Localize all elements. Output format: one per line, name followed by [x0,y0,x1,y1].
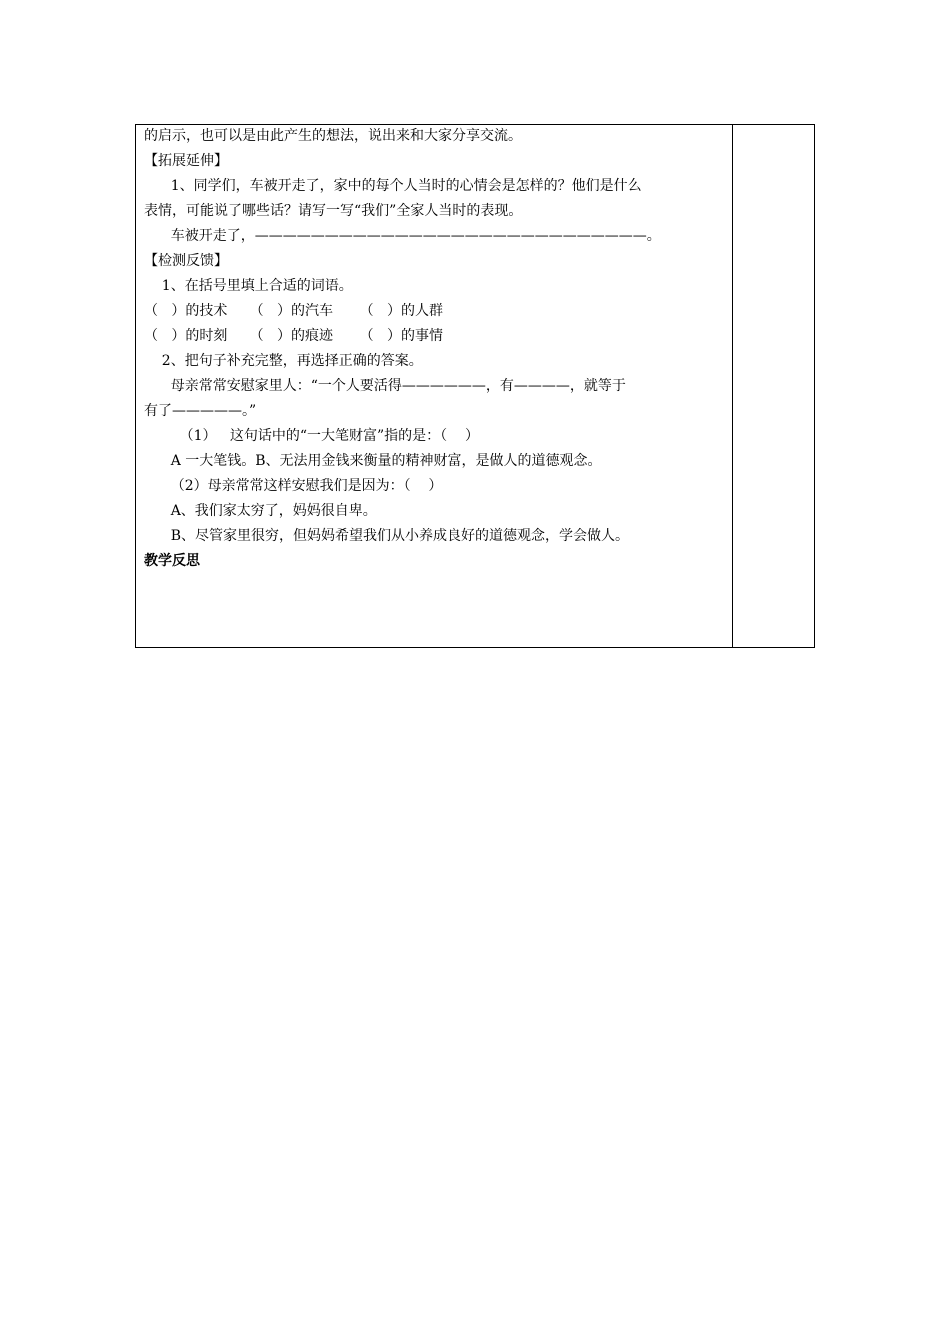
text-line-question-1-options: A 一大笔钱。B、无法用金钱来衡量的精神财富，是做人的道德观念。 [144,453,602,469]
text-line-extension-question-cont: 表情，可能说了哪些话？请写一写“我们”全家人当时的表现。 [144,203,523,219]
section-heading-extension: 【拓展延伸】 [144,153,228,169]
lesson-content-cell [136,125,733,647]
text-line-exercise-2: 2、把句子补充完整，再选择正确的答案。 [144,353,423,369]
text-line-question-2: （2）母亲常常这样安慰我们是因为：（ ） [144,478,443,494]
teaching-reflection-heading: 教学反思 [144,553,200,569]
text-line-word-blanks-row-2: （ ）的时刻 （ ）的痕迹 （ ）的事情 [144,328,444,344]
text-line-question-2-option-a: A、我们家太穷了，妈妈很自卑。 [144,503,377,519]
text-line-question-2-option-b: B、尽管家里很穷，但妈妈希望我们从小养成良好的道德观念，学会做人。 [144,528,629,544]
text-line-mother-quote: 母亲常常安慰家里人：“一个人要活得——————，有————，就等于 [144,378,626,394]
text-line-exercise-1: 1、在括号里填上合适的词语。 [144,278,353,294]
text-line-intro: 的启示，也可以是由此产生的想法，说出来和大家分享交流。 [144,128,522,144]
lesson-plan-table [135,124,815,648]
text-line-mother-quote-cont: 有了—————。” [144,403,257,419]
section-heading-feedback: 【检测反馈】 [144,253,228,269]
notes-column-cell [733,125,814,647]
text-line-extension-blank: 车被开走了，————————————————————————————。 [144,228,661,244]
text-line-question-1: （1） 这句话中的“一大笔财富”指的是：（ ） [144,428,479,444]
text-line-word-blanks-row-1: （ ）的技术 （ ）的汽车 （ ）的人群 [144,303,444,319]
text-line-extension-question: 1、同学们，车被开走了，家中的每个人当时的心情会是怎样的？他们是什么 [144,178,642,194]
